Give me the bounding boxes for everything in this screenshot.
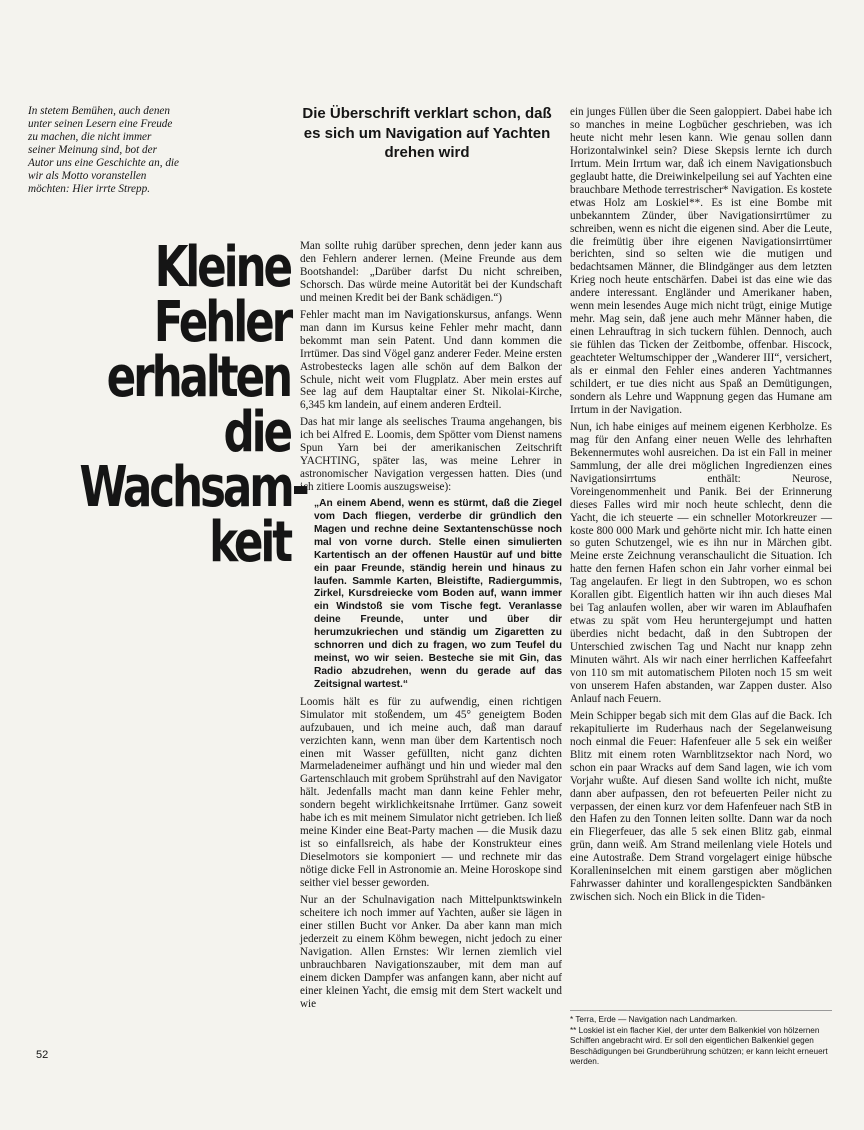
title-line: erhalten xyxy=(106,345,290,410)
paragraph: Man sollte ruhig darüber sprechen, denn jeder kann aus den Fehlern anderer lernen. (Meine Freunde aus dem Bootshandel: „Darüber darfst Du nicht schreiben, Schorsch. Das würde meine Autorität bei der Kundschaft und meinen Kredit bei der Bank schädigen.“) xyxy=(300,240,562,304)
title-line: Kleine xyxy=(154,235,290,300)
paragraph: Nun, ich habe einiges auf meinem eigenen Kerbholze. Es mag für den Anfang einer neuen Welle des lehrhaften Bekennermutes wohl ausreichen. Da ist ein Fall in meiner Sammlung, der alle drei möglichen Ingredienzen eines Navigationsirrtums enthält: Neurose, Voreingenommenheit und Panik. Bei der Erinnerung dieses Falles wird mir noch heute schlecht, denn die Yacht, die ich steuerte — ein schneller Motorkreuzer — koste 800 000 Mark und gehörte nicht mir. Ich hatte einen so guten Schutzengel, wie es ihn nur in Märchen gibt. Meine erste Zeichnung veranschaulicht die Situation. Ich hatte den fernen Hafen schon ein Jahr vorher einmal bei Tag angelaufen. Er liegt in den Subtropen, wo es schon Korallen gibt. Eigentlich hatten wir ihn auch dieses Mal bei Tag anlaufen wollen, aber wir waren im Ablaufhafen etwas zu spät vom Heu heruntergejumpt und hatten überdies nicht bedacht, daß in den Subtropen der Unterschied zwischen Tag und Nacht nur knapp zehn Minuten währt. Als wir nach einer herrlichen Kaffeefahrt von 110 sm mit automatischem Piloten noch 15 sm weit von unserem Hafen abstanden, war Zappen duster. Also Anlauf nach Feuern. xyxy=(570,420,832,705)
page-number: 52 xyxy=(36,1049,49,1061)
paragraph: Mein Schipper begab sich mit dem Glas auf die Back. Ich rekapitulierte im Ruderhaus nach der Segelanweisung noch einmal die Feuer: Hafenfeuer alle 5 sek ein weißer Blitz mit einem roten Warnblitzsektor nach Nord, wo schon ein paar Wracks auf dem Sand lagen, wie ich vom Vorjahr wußte. Auf diesen Sand wollte ich nicht, mußte dann aber aufpassen, den rot befeuerten Peiler nicht zu verpassen, der einen kurz vor dem Hafenfeuer nach StB in den Hafen zu den Tonnen leiten sollte. Dann war da noch ein Fliegerfeuer, das alle 5 sek einen Blitz gab, einmal grün, dann weiß. Am Strand meilenlang viele Hotels und eine Autostraße. Dem Strand vorgelagert einige hübsche Koralleninselchen mit einem garstigen aber möglichen Fahrwasser dahinter und korallengespickten Sandbänken zwischen sich. Noch ein Blick in die Tiden- xyxy=(570,709,832,904)
paragraph: Nur an der Schulnavigation nach Mittelpunktswinkeln scheitere ich noch immer auf Yachten, außer sie lägen in einer stillen Bucht vor Anker. Da aber kann man mich jederzeit zu einem Köhm bewegen, nicht jedoch zu einer Navigation. Allen Ernstes: Wir lernen ziemlich viel unbrauchbaren Navigationszauber, mit dem man auf einem dicken Dampfer was anfangen kann, aber nicht auf einer kleinen Yacht, die emsig mit dem Stert wackelt und wie xyxy=(300,894,562,1010)
footnotes xyxy=(570,1010,832,1068)
title-line: Wachsam- xyxy=(79,455,307,520)
subheadline: Die Überschrift verklart schon, daß es sich um Navigation auf Yachten drehen wird xyxy=(302,105,552,161)
paragraph: Loomis hält es für zu aufwendig, einen richtigen Simulator mit stoßendem, um 45° geneigtem Boden aufzubauen, und ich meine auch, daß man darauf verzichten kann, wenn man über dem Kartentisch noch einen mit Wasser gefüllten, nicht ganz dichten Marmeladeneimer aufhängt und hin und wieder mal den Gartenschlauch mit grobem Sprühstrahl auf den Navigator hält. Jedenfalls macht man dann keine Fehler mehr, sondern begeht wirklichkeitsnahe Irrtümer. Ganz soweit habe ich es mit meinem Simulator nicht getrieben. Ich ließ meine Kinder eine Beat-Party machen — die Musik dazu ist so einfallsreich, als habe der Konstrukteur eines Dieselmotors sie komponiert — und rechnete mir das nötige dicke Fell in Astronomie an. Meine Horoskope sind seither viel besser geworden. xyxy=(300,695,562,890)
article-column-right xyxy=(570,106,832,908)
footnote: * Terra, Erde — Navigation nach Landmarken. xyxy=(570,1015,738,1024)
title-line: Fehler xyxy=(153,290,290,355)
motto-intro: In stetem Bemühen, auch denen unter seinen Lesern eine Freude zu machen, die nicht immer seiner Meinung sind, bot der Autor uns eine Geschichte an, die wir als Motto voranstellen möchten: Hier irrte Strepp. xyxy=(28,105,179,195)
title-line: keit xyxy=(209,510,290,575)
loomis-quote: „An einem Abend, wenn es stürmt, daß die Ziegel vom Dach fliegen, verderbe dir gründlich den Magen und rechne deine Sextantenschüsse noch mal von vorne durch. Stelle einen simulierten Kartentisch an der offenen Haustür auf und bitte ein paar Freunde, ständig herein und hinaus zu laufen. Sammle Karten, Bleistifte, Radiergummis, Zirkel, Kursdreiecke vom Boden auf, wann immer ein Windstoß sie vom Tische fegt. Veranlasse deine Freunde, unter und über dir herumzukriechen und ständig um Zigaretten zu schnorren und dich zu fragen, wo zum Teufel du meinst, wo wir seien. Besteche sie mit Gin, das Radio abzudrehen, wenn du gerade auf das Zeitsignal wartest.“ xyxy=(314,498,562,690)
article-title xyxy=(79,235,307,575)
title-line: die xyxy=(223,400,290,465)
footnote: ** Loskiel ist ein flacher Kiel, der unter dem Balkenkiel von hölzernen Schiffen angebracht wird. Er soll den eigentlichen Balkenkiel gegen Beschädigungen bei Grundberührung schützen; er kann leicht erneuert werden. xyxy=(570,1025,828,1066)
paragraph: ein junges Füllen über die Seen galoppiert. Dabei habe ich so manches in meine Logbücher geschrieben, was ich heute nicht mehr lesen kann. Wie genau sollen dann Horizontalwinkel sein? Diese Skepsis lernte ich durch Irrtum. Mein Irrtum war, daß ich einem Navigationsbuch geglaubt hatte, die Dreiwinkelpeilung sei auf Yachten eine brauchbare Methode terrestrischer* Navigation. Es kostete etwas Holz am Loskiel**. Es ist eine Bombe mit unbekanntem Zünder, über Navigationsirrtümer zu schreiben, wenn es nicht die eigenen sind. Aber die Leute, die freimütig über ihre eigenen Navigationsirrtümer berichten, sind so selten wie die mutigen und bedachtsamen Männer, die Blindgänger aus dem letzten Krieg noch heute entschärfen. Dabei ist das eine wie das andere interessant. Engländer und Amerikaner haben, wenn mein lesendes Auge mich nicht trügt, einige Mutige mehr. Mag sein, daß jene auch mehr Männer haben, die einen Lehrauftrag in sich tuckern fühlen. Dennoch, auch sie fühlen das Ticken der Zeitbombe, offenbar. Hiscock, geachteter Weltumschipper der „Wanderer III“, versichert, als er einmal den Fehler eines anderen Yachtmannes schildert, er tue dies nicht aus Spaß an Demütigungen, sondern als Lehre und Wappnung gegen das Humane am Irrtum in der Navigation. xyxy=(570,106,832,416)
article-column-left xyxy=(300,240,562,1015)
paragraph: Fehler macht man im Navigationskursus, anfangs. Wenn man dann im Kursus keine Fehler mehr macht, dann bekommt man sein Patent. Und dann kommen die Irrtümer. Das sind Vögel ganz anderer Feder. Meine ersten Astrobestecks lagen alle schön auf dem Balkon der Schule, nicht weit vom Flugplatz. Aber mein erstes auf See lag auf dem Hauptaltar einer St. Nikolai-Kirche, 6,345 km landein, auf einem anderen Erdteil. xyxy=(300,308,562,412)
paragraph: Das hat mir lange als seelisches Trauma angehangen, bis ich bei Alfred E. Loomis, dem Spötter vom Dienst namens Spun Yarn bei der amerikanischen Zeitschrift YACHTING, später las, was meine Lehrer in astronomischer Navigation vergessen hatten. Dies (und ich zitiere Loomis auszugsweise): xyxy=(300,416,562,494)
